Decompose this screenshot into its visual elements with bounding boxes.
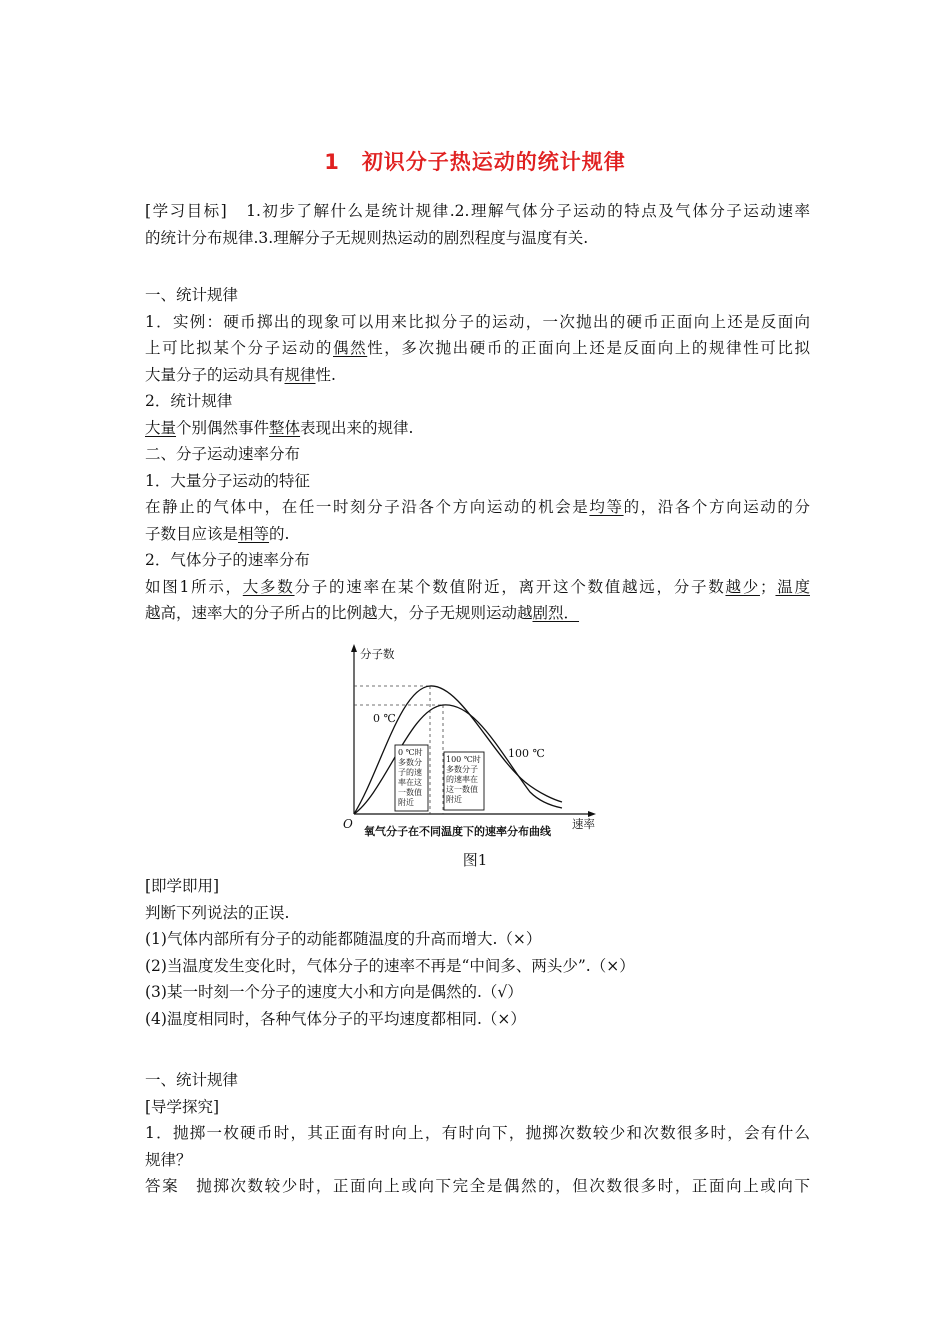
curve-label-0c: 0 ℃: [373, 712, 396, 725]
box2-line: 多数分子: [446, 765, 478, 774]
box2-line: 这一数值: [446, 785, 478, 794]
underlined-term: 偶然: [333, 339, 368, 357]
underlined-term: 规律: [284, 365, 316, 384]
section1-item1-line1: 1．实例：硬币掷出的现象可以用来比拟分子的运动，一次抛出的硬币正面向上还是反面向: [145, 312, 810, 331]
section3-label: [导学探究]: [145, 1097, 220, 1116]
figure-caption: 图1: [462, 851, 488, 869]
objectives-line-2: 的统计分布规律.3.理解分子无规则热运动的剧烈程度与温度有关.: [145, 228, 589, 247]
box1-line: 多数分: [398, 758, 422, 767]
practice-item: (1)气体内部所有分子的动能都随温度的升高而增大.（×）: [145, 930, 542, 948]
practice-item: (3)某一时刻一个分子的速度大小和方向是偶然的.（√）: [145, 983, 523, 1001]
practice-label: [即学即用]: [145, 877, 220, 895]
box1-line: 子的速: [398, 768, 422, 777]
section-statistics: [145, 282, 810, 627]
origin-label: O: [343, 817, 353, 831]
guided-inquiry-section: [145, 1067, 810, 1200]
curve-label-100c: 100 ℃: [508, 747, 545, 760]
box1-line: 0 ℃时: [398, 748, 423, 757]
box1-line: 附近: [398, 798, 414, 807]
section2-heading: 二、分子运动速率分布: [145, 445, 301, 463]
box1-line: 一数值: [398, 788, 422, 797]
practice-section: [145, 873, 810, 1032]
practice-item: (2)当温度发生变化时，气体分子的速率不再是“中间多、两头少”.（×）: [145, 956, 635, 975]
underlined-term: 越少: [725, 577, 760, 596]
section3-heading: 一、统计规律: [145, 1071, 239, 1089]
section1-heading: 一、统计规律: [145, 286, 239, 304]
box2-line: 附近: [446, 795, 462, 804]
learning-objectives: [145, 198, 810, 251]
x-axis-label: 速率: [572, 817, 595, 831]
underlined-term: 温度: [775, 577, 810, 596]
figure-subtitle: 氧气分子在不同温度下的速率分布曲线: [364, 825, 551, 838]
practice-item: (4)温度相同时，各种气体分子的平均速度都相同.（×）: [145, 1009, 526, 1028]
practice-intro: 判断下列说法的正误.: [145, 903, 290, 922]
title-text: 初识分子热运动的统计规律: [361, 150, 626, 174]
section2-item2-line2: 越高，速率大的分子所占的比例越大，分子无规则运动越剧烈．: [145, 604, 580, 622]
underlined-term: 大多数: [242, 577, 295, 596]
section1-item2-body: 大量个别偶然事件整体表现出来的规律.: [145, 418, 414, 437]
underlined-term: 相等: [238, 524, 270, 543]
section1-item1-line2: 上可比拟某个分子运动的偶然性，多次抛出硬币的正面向上还是反面向上的规律性可比拟: [145, 339, 810, 357]
box2-line: 的速率在: [446, 775, 478, 784]
distribution-diagram: [340, 642, 610, 842]
section2-item1-line2: 子数目应该是相等的.: [145, 524, 290, 543]
speed-distribution-figure: [340, 642, 610, 842]
box2-line: 100 ℃时: [446, 755, 481, 764]
title-number: 1: [324, 150, 340, 174]
section2-item2-line1: 如图1所示，大多数分子的速率在某个数值附近，离开这个数值越远，分子数越少；温度: [145, 577, 810, 596]
section2-item2-title: 2．气体分子的速率分布: [145, 551, 310, 569]
box1-line: 率在这: [398, 778, 422, 787]
underlined-term: 大量: [145, 418, 177, 437]
section2-item1-line1: 在静止的气体中，在任一时刻分子沿各个方向运动的机会是均等的，沿各个方向运动的分: [145, 498, 810, 516]
section1-item1-line3: 大量分子的运动具有规律性.: [145, 365, 336, 384]
section1-item2-title: 2．统计规律: [145, 392, 233, 410]
y-axis-label: 分子数: [360, 647, 395, 661]
underlined-term: 剧烈．: [532, 604, 580, 622]
question-line-2: 规律？: [145, 1150, 192, 1169]
underlined-term: 整体: [269, 418, 301, 437]
objectives-line-1: [学习目标] 1.初步了解什么是统计规律.2.理解气体分子运动的特点及气体分子运动速率: [145, 202, 810, 220]
underlined-term: 均等: [589, 498, 624, 516]
y-axis-arrow-icon: [351, 644, 357, 652]
page-title: [0, 146, 950, 176]
section2-item1-title: 1．大量分子运动的特征: [145, 471, 310, 490]
question-line-1: 1．抛掷一枚硬币时，其正面有时向上，有时向下，抛掷次数较少和次数很多时，会有什么: [145, 1124, 810, 1142]
answer-line: 答案 抛掷次数较少时，正面向上或向下完全是偶然的，但次数很多时，正面向上或向下: [145, 1177, 810, 1195]
objectives-label: [学习目标]: [145, 202, 227, 220]
